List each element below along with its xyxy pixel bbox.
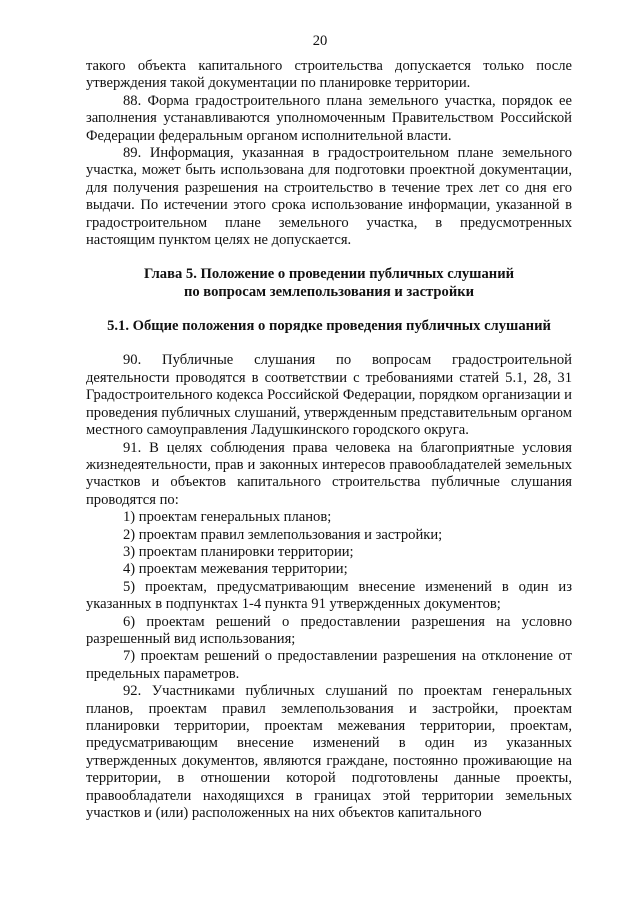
section-heading: 5.1. Общие положения о порядке проведения публичных слушаний [107,318,551,335]
paragraph-89: 89. Информация, указанная в градостроительном плане земельного участка, может быть использована для подготовки проектной документации, для получения разрешения на строительство в течение трех лет со дня его выдачи. По истечении этого срока использование информации, указанной в градостроительном плане земельного участка, в предусмотренных настоящим пунктом целях не допускается. [86,145,572,249]
paragraph-91: 91. В целях соблюдения права человека на благоприятные условия жизнедеятельности, прав и законных интересов правообладателей земельных участков и объектов капитального строительства публичные слушания проводятся по: [86,439,572,508]
paragraph-continuation: такого объекта капитального строительства допускается только после утверждения такой документации по планировке территории. [86,58,572,92]
chapter-heading-line-2: по вопросам землепользования и застройки [183,284,475,301]
page-number: 20 [312,33,328,49]
paragraph-92: 92. Участниками публичных слушаний по проектам генеральных планов, проектам правил землепользования и застройки, проектам планировки территории, проектам межевания территории, проектам, предусматривающим внесение изменений в один из указанных утвержденных документов, являются граждане, постоянно проживающие на территории, в отношении которой подготовлены данные проекты, правообладатели находящихся в границах этой территории земельных участков и (или) расположенных на них объектов капитального [86,683,572,822]
list-item-3: 3) проектам планировки территории; [123,543,354,560]
list-item-2: 2) проектам правил землепользования и застройки; [123,526,443,543]
list-item-4: 4) проектам межевания территории; [123,561,348,578]
list-item-1: 1) проектам генеральных планов; [123,509,332,526]
paragraph-90: 90. Публичные слушания по вопросам градостроительной деятельности проводятся в соответствии с требованиями статей 5.1, 28, 31 Градостроительного кодекса Российской Федерации, порядком организации и проведения публичных слушаний, утвержденным представительным органом местного самоуправления Ладушкинского городского округа. [86,352,572,439]
list-item-7: 7) проектам решений о предоставлении разрешения на отклонение от предельных параметров. [86,648,572,682]
chapter-heading [86,265,572,301]
document-body [86,58,572,822]
paragraph-88: 88. Форма градостроительного плана земельного участка, порядок ее заполнения устанавливаются уполномоченным Правительством Российской Федерации федеральным органом исполнительной власти. [86,92,572,144]
chapter-heading-line-1: Глава 5. Положение о проведении публичных слушаний [143,266,515,283]
list-item-5: 5) проектам, предусматривающим внесение изменений в один из указанных в подпунктах 1-4 пункта 91 утвержденных документов; [86,578,572,613]
list-item-6: 6) проектам решений о предоставлении разрешения на условно разрешенный вид использования; [86,613,572,647]
